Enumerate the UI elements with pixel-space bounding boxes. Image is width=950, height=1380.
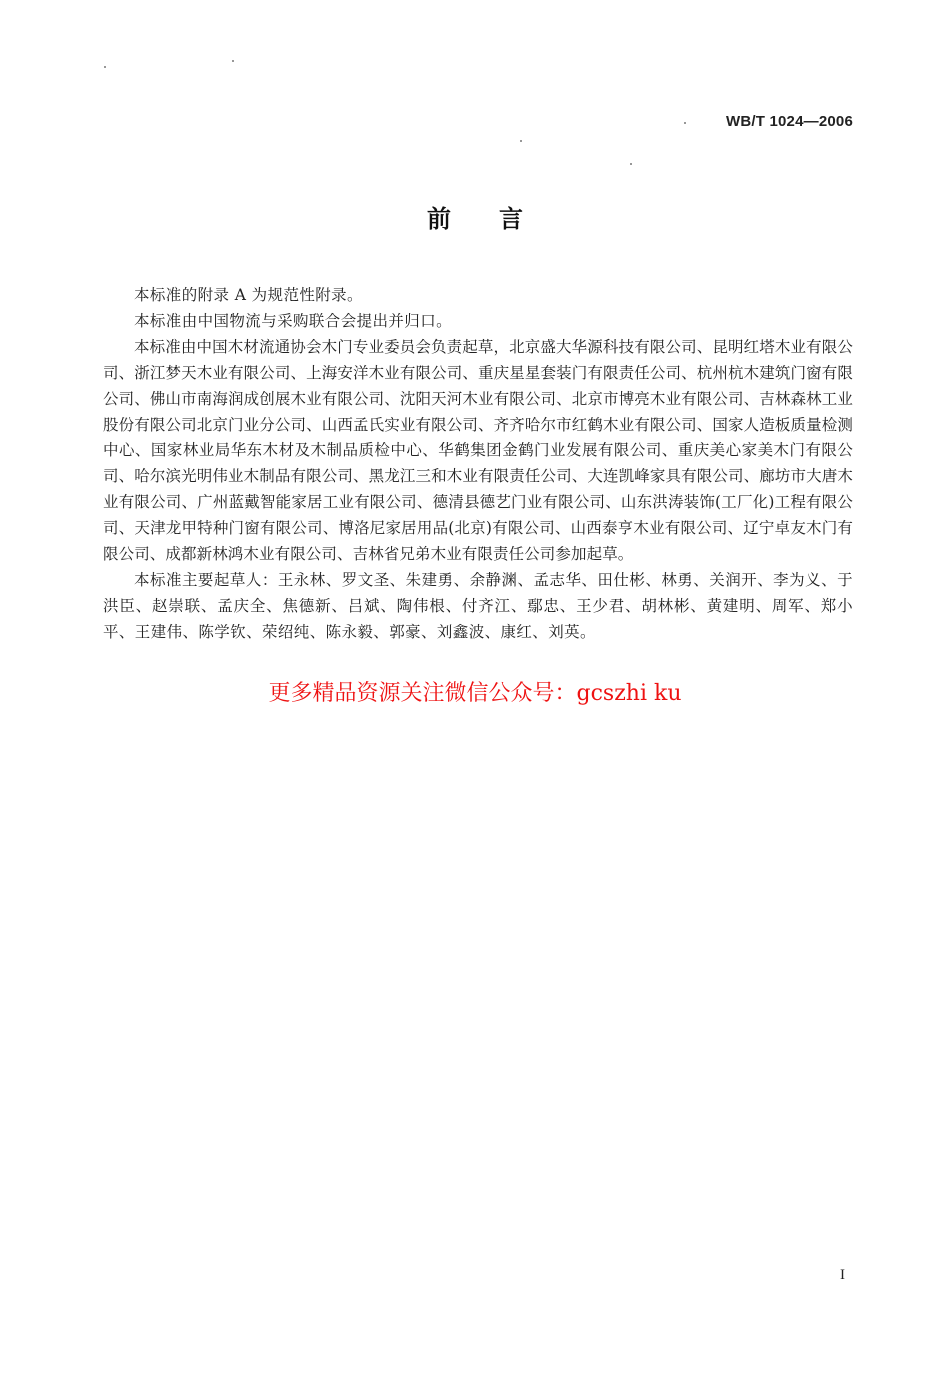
standard-code: WB/T 1024—2006 bbox=[725, 113, 853, 130]
foreword-body bbox=[103, 283, 853, 646]
paragraph-drafting-organizations: 本标准由中国木材流通协会木门专业委员会负责起草，北京盛大华源科技有限公司、昆明红塔木业有限公司、浙江梦天木业有限公司、上海安洋木业有限公司、重庆星星套装门有限责任公司、杭州杭木建筑门窗有限公司、佛山市南海润成创展木业有限公司、沈阳天河木业有限公司、北京市博亮木业有限公司、吉林森林工业股份有限公司北京门业分公司、山西孟氏实业有限公司、齐齐哈尔市红鹤木业有限公司、国家人造板质量检测中心、国家林业局华东木材及木制品质检中心、华鹤集团金鹤门业发展有限公司、重庆美心家美木门有限公司、哈尔滨光明伟业木制品有限公司、黑龙江三和木业有限责任公司、大连凯峰家具有限公司、廊坊市大唐木业有限公司、广州蓝戴智能家居工业有限公司、德清县德艺门业有限公司、山东洪涛装饰(工厂化)工程有限公司、天津龙甲特种门窗有限公司、博洛尼家居用品(北京)有限公司、山西泰亨木业有限公司、辽宁卓友木门有限公司、成都新林鸿木业有限公司、吉林省兄弟木业有限责任公司参加起草。 bbox=[103, 337, 853, 564]
promo-banner: 更多精品资源关注微信公众号：gcszhi ku bbox=[268, 681, 682, 706]
paragraph-proposer: 本标准由中国物流与采购联合会提出并归口。 bbox=[134, 311, 453, 330]
scan-speck bbox=[684, 122, 686, 124]
paragraph-annex: 本标准的附录 A 为规范性附录。 bbox=[134, 286, 363, 304]
paragraph-drafters: 本标准主要起草人：王永林、罗文圣、朱建勇、余静渊、孟志华、田仕彬、林勇、关润开、李为义、于洪臣、赵崇联、孟庆全、焦德新、吕斌、陶伟根、付齐江、鄢忠、王少君、胡林彬、黄建明、周军、郑小平、王建伟、陈学钦、荣绍纯、陈永毅、郭豪、刘鑫波、康红、刘英。 bbox=[103, 570, 853, 641]
scan-speck bbox=[104, 66, 106, 68]
scan-speck bbox=[630, 163, 632, 165]
scan-speck bbox=[520, 140, 522, 142]
page-title: 前言 bbox=[427, 205, 571, 233]
page-number: I bbox=[840, 1267, 845, 1283]
scan-speck bbox=[232, 60, 234, 62]
